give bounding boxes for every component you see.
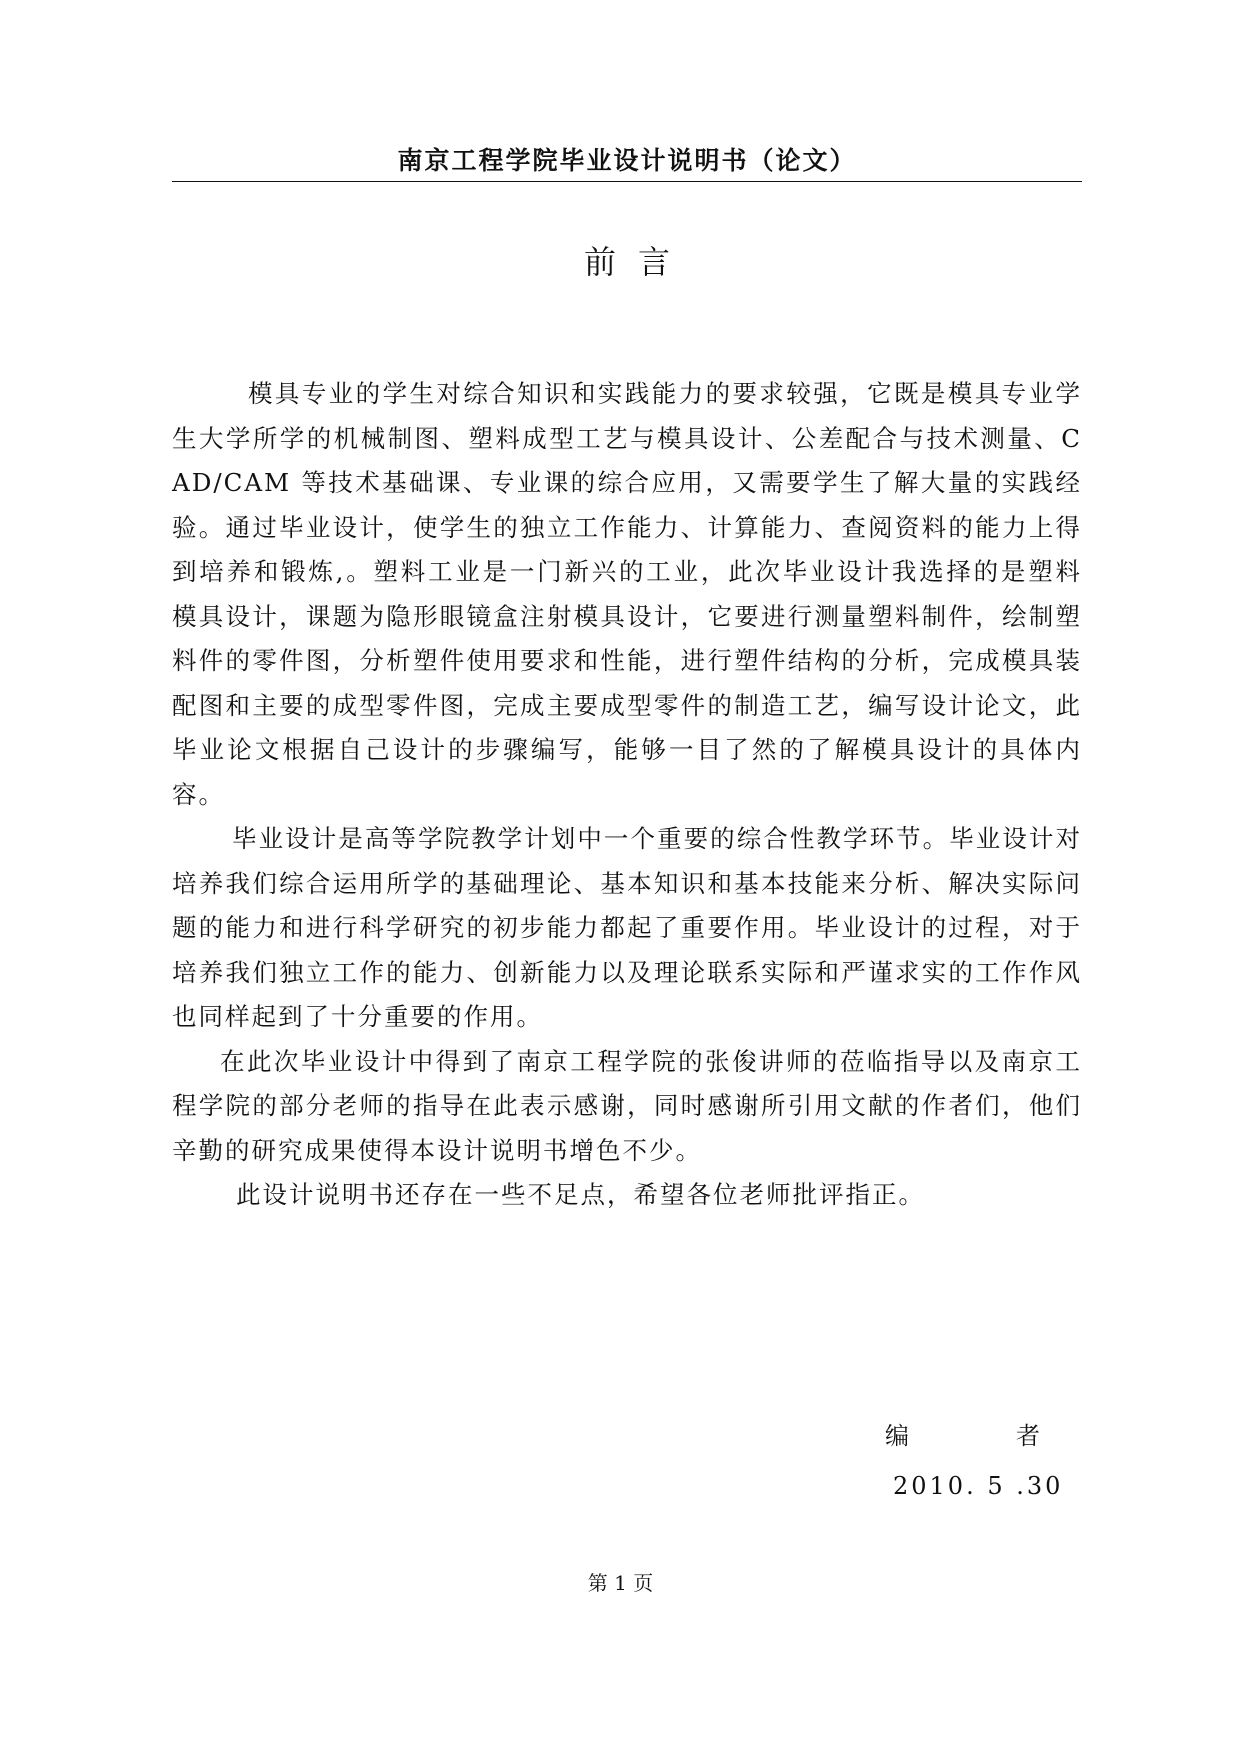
signature-author-char-1: 编 xyxy=(885,1422,909,1450)
paragraph-4: 此设计说明书还存在一些不足点，希望各位老师批评指正。 xyxy=(236,1180,925,1209)
paragraph-3: 在此次毕业设计中得到了南京工程学院的张俊讲师的莅临指导以及南京工程学院的部分老师的指导在此表示感谢，同时感谢所引用文献的作者们，他们辛勤的研究成果使得本设计说明书增色不少。 xyxy=(172,1046,1082,1165)
signature-date: 2010. 5 .30 xyxy=(893,1472,1064,1500)
body-text xyxy=(172,372,1082,1218)
paragraph-1: 模具专业的学生对综合知识和实践能力的要求较强，它既是模具专业学生大学所学的机械制图、塑料成型工艺与模具设计、公差配合与技术测量、CAD/CAM 等技术基础课、专业课的综合应用，又需要学生了解大量的实践经验。通过毕业设计，使学生的独立工作能力、计算能力、查阅资料的能力上得到培养和锻炼,。塑料工业是一门新兴的工业，此次毕业设计我选择的是塑料模具设计，课题为隐形眼镜盒注射模具设计，它要进行测量塑料制件，绘制塑料件的零件图，分析塑件使用要求和性能，进行塑件结构的分析，完成模具装配图和主要的成型零件图，完成主要成型零件的制造工艺，编写设计论文，此毕业论文根据自己设计的步骤编写，能够一目了然的了解模具设计的具体内容。 xyxy=(172,379,1082,809)
page-number: 第 1 页 xyxy=(587,1571,654,1595)
paragraph-2: 毕业设计是高等学院教学计划中一个重要的综合性教学环节。毕业设计对培养我们综合运用所学的基础理论、基本知识和基本技能来分析、解决实际问题的能力和进行科学研究的初步能力都起了重要作用。毕业设计的过程，对于培养我们独立工作的能力、创新能力以及理论联系实际和严谨求实的工作作风也同样起到了十分重要的作用。 xyxy=(172,824,1082,1031)
signature-author-char-2: 者 xyxy=(1016,1422,1040,1450)
section-title: 前言 xyxy=(583,243,692,281)
header-divider xyxy=(172,181,1082,182)
signature-author xyxy=(885,1420,1040,1452)
page-header-title: 南京工程学院毕业设计说明书（论文） xyxy=(397,146,857,175)
